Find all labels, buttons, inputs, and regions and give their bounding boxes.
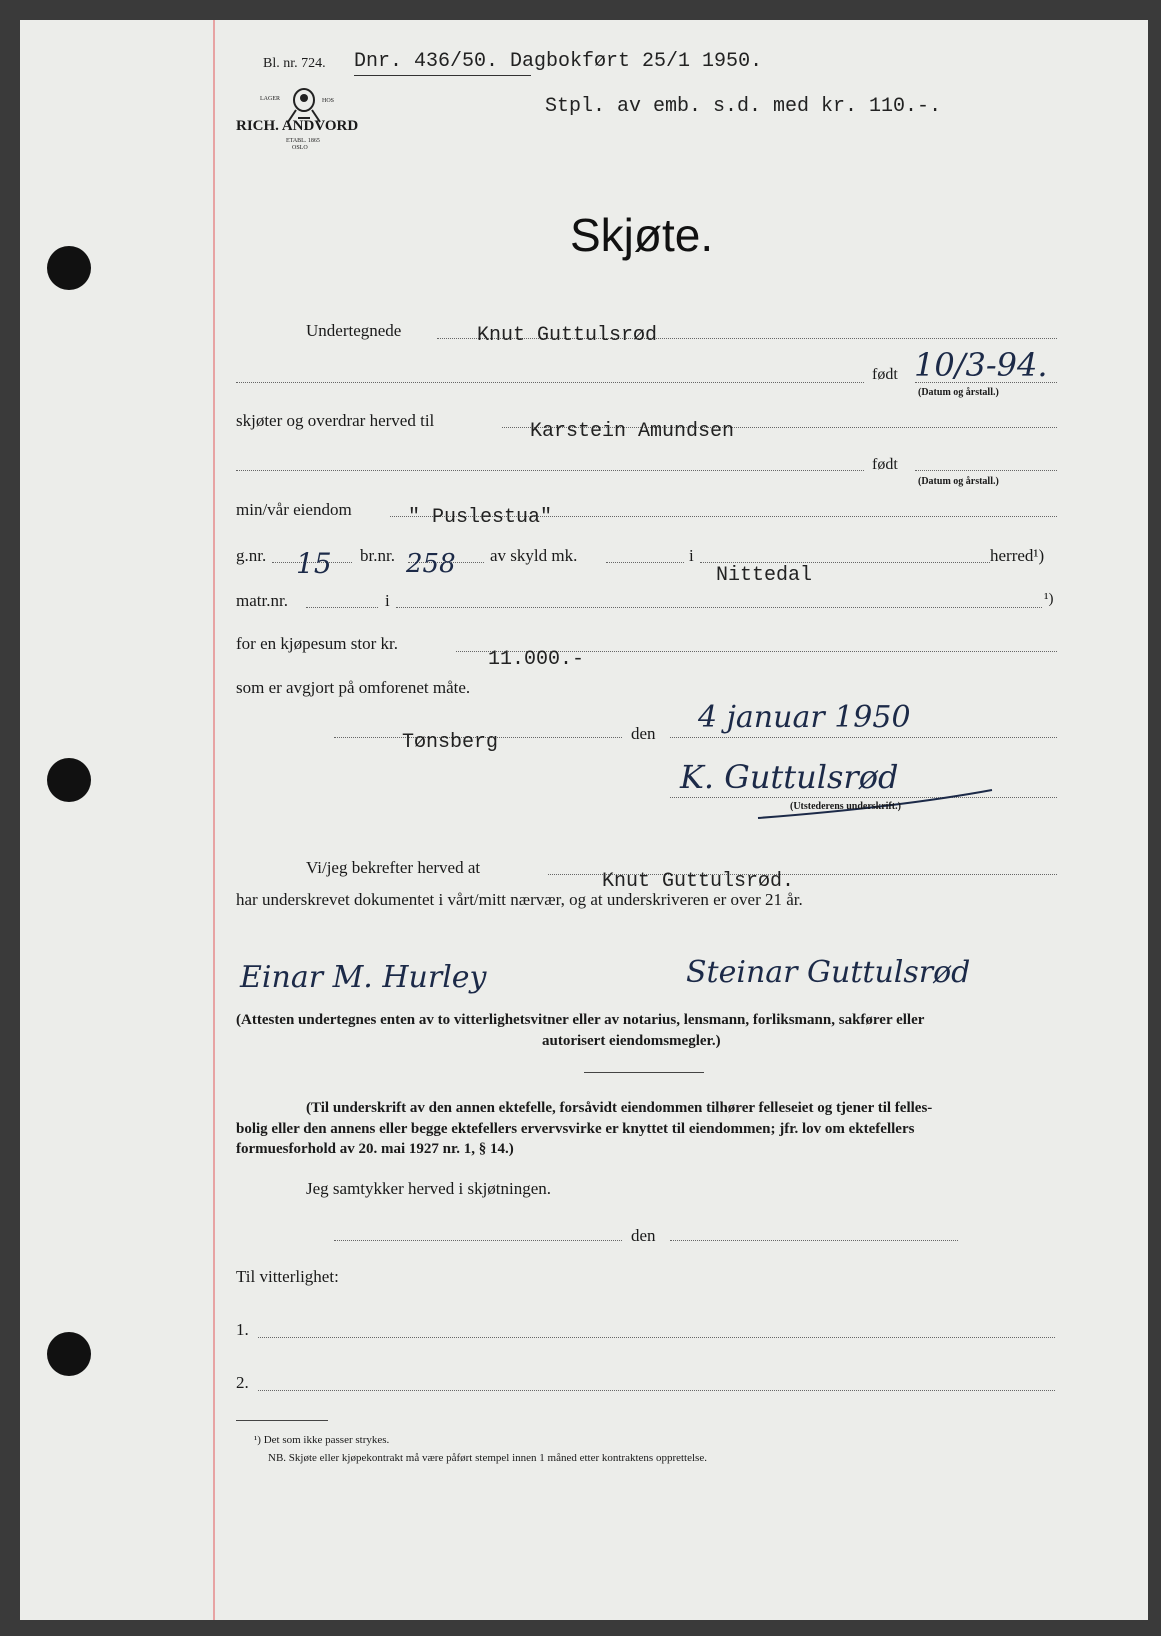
label-bekrefter: Vi/jeg bekrefter herved at (306, 858, 481, 877)
spouse-note-2: bolig eller den annens eller begge ektefellers ervervsvirke er knyttet til eiendommen; jfr. lov om ektefellers (236, 1121, 915, 1137)
label-gnr: g.nr. (236, 546, 267, 565)
matr-place-line (396, 607, 1042, 608)
label-samtykker: Jeg samtykker herved i skjøtningen. (306, 1179, 552, 1198)
municipality-line (700, 562, 990, 563)
label-fodt: født (872, 366, 898, 383)
witness1-signature: Einar M. Hurley (240, 960, 487, 995)
property-name: " Puslestua" (408, 506, 553, 529)
registry-underline (354, 75, 531, 76)
label-brnr: br.nr. (360, 546, 395, 565)
consent-place-line (334, 1240, 622, 1241)
skyld-line (606, 562, 684, 563)
logo-text-top: LAGER (260, 96, 280, 102)
municipality-name: Nittedal (716, 564, 813, 587)
label-den: den (631, 724, 656, 743)
brnr-value: 258 (406, 549, 456, 579)
matr-line (306, 607, 378, 608)
label-kjopesum: for en kjøpesum stor kr. (236, 634, 398, 653)
label-matr: matr.nr. (236, 591, 288, 610)
margin-rule (213, 20, 215, 1620)
footnote-1: ¹) Det som ikke passer strykes. (254, 1434, 390, 1446)
buyer-extra-line (236, 470, 864, 471)
punch-hole (47, 246, 91, 290)
consent-date-line (670, 1240, 958, 1241)
page-title: Skjøte. (570, 209, 714, 261)
label-skyld: av skyld mk. (490, 546, 578, 565)
stamp-line: Stpl. av emb. s.d. med kr. 110.-. (545, 95, 942, 118)
label-eiendom: min/vår eiendom (236, 500, 352, 519)
label-witness-1: 1. (236, 1320, 249, 1339)
registry-line: Dnr. 436/50. Dagbokført 25/1 1950. (354, 50, 763, 73)
gnr-value: 15 (296, 547, 332, 580)
label-underskrevet: har underskrevet dokumentet i vårt/mitt nærvær, og at underskriveren er over 21 år. (236, 890, 803, 909)
spouse-note-3: formuesforhold av 20. mai 1927 nr. 1, § 14.) (236, 1141, 514, 1157)
label-herred: herred¹) (990, 546, 1045, 565)
date-line (670, 737, 1057, 738)
label-i-2: i (385, 591, 390, 610)
witness2-signature: Steinar Guttulsrød (686, 955, 971, 990)
label-utsteder: (Utstederens underskrift.) (790, 801, 901, 812)
seller-extra-line (236, 382, 864, 383)
label-fodt-2: født (872, 456, 898, 473)
logo-est: ETABL. 1865 (286, 138, 320, 144)
logo-city: OSLO (292, 145, 308, 151)
label-undertegnede: Undertegnede (306, 321, 402, 340)
logo-text-right: HOS (322, 98, 335, 104)
punch-hole (47, 1332, 91, 1376)
place-value: Tønsberg (402, 731, 499, 754)
form-number: Bl. nr. 724. (263, 56, 326, 71)
divider (584, 1072, 704, 1073)
buyer-name: Karstein Amundsen (530, 420, 735, 443)
label-datum-2: (Datum og årstall.) (918, 476, 999, 487)
seller-name: Knut Guttulsrød (477, 324, 658, 347)
label-datum: (Datum og årstall.) (918, 387, 999, 398)
footnote-2: NB. Skjøte eller kjøpekontrakt må være påført stempel innen 1 måned etter kontraktens opprettelse. (268, 1452, 707, 1464)
price-value: 11.000.- (488, 648, 585, 671)
footnote-mark: ¹) (1044, 591, 1054, 607)
seller-born-date: 10/3-94. (914, 346, 1048, 384)
footnote-rule (236, 1420, 328, 1421)
label-skjoter: skjøter og overdrar herved til (236, 411, 435, 430)
label-den-2: den (631, 1226, 656, 1245)
publisher-logo (236, 80, 376, 160)
label-vitterlighet: Til vitterlighet: (236, 1267, 339, 1286)
label-witness-2: 2. (236, 1373, 249, 1392)
spouse-note-1: (Til underskrift av den annen ektefelle, forsåvidt eiendommen tilhører felleseiet og tjener til felles- (306, 1100, 933, 1116)
logo-name: RICH. ANDVORD (236, 118, 359, 134)
witness-1-line (258, 1337, 1055, 1338)
seller-signature: K. Guttulsrød (680, 758, 899, 796)
buyer-born-line (915, 470, 1057, 471)
date-value: 4 januar 1950 (698, 700, 911, 735)
punch-hole (47, 758, 91, 802)
attest-note-2: autorisert eiendomsmegler.) (542, 1033, 721, 1049)
confirm-name: Knut Guttulsrød. (602, 870, 795, 893)
witness-2-line (258, 1390, 1055, 1391)
attest-note-1: (Attesten undertegnes enten av to vitterlighetsvitner eller av notarius, lensmann, forliksmann, sakfører eller (236, 1012, 925, 1028)
label-avgjort: som er avgjort på omforenet måte. (236, 678, 471, 697)
label-i: i (689, 546, 694, 565)
